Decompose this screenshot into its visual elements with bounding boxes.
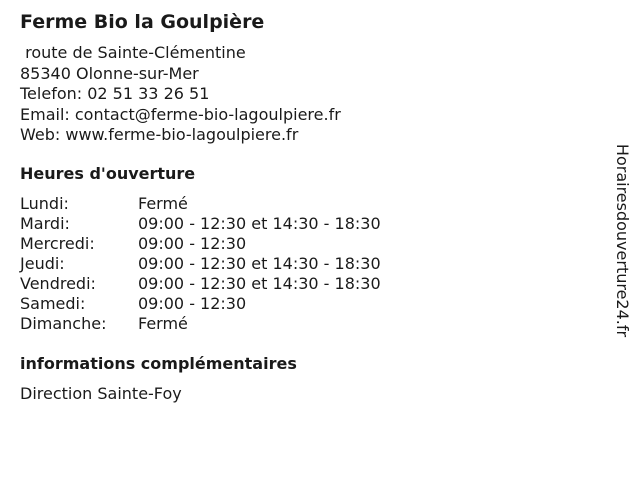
day-label: Mercredi:: [20, 234, 95, 253]
hours-row-mercredi: [20, 234, 381, 254]
day-label: Dimanche:: [20, 314, 107, 333]
hours-row-jeudi: [20, 254, 381, 274]
contact-block: [20, 43, 341, 146]
day-hours: 09:00 - 12:30 et 14:30 - 18:30: [138, 274, 381, 293]
additional-info-heading: informations complémentaires: [20, 354, 297, 373]
address-city: 85340 Olonne-sur-Mer: [20, 63, 199, 83]
address-street: route de Sainte-Clémentine: [20, 43, 246, 62]
email-address[interactable]: Email: contact@ferme-bio-lagoulpiere.fr: [20, 104, 341, 124]
day-hours: Fermé: [138, 194, 188, 213]
phone-number[interactable]: Telefon: 02 51 33 26 51: [20, 84, 210, 103]
hours-row-mardi: [20, 214, 381, 234]
hours-row-samedi: [20, 294, 381, 314]
day-label: Lundi:: [20, 194, 69, 213]
site-watermark: [611, 135, 635, 345]
hours-row-vendredi: [20, 274, 381, 294]
business-name: Ferme Bio la Goulpière: [20, 11, 265, 33]
day-hours: 09:00 - 12:30: [138, 234, 247, 253]
additional-info-text: Direction Sainte-Foy: [20, 384, 182, 403]
hours-row-lundi: [20, 194, 381, 214]
hours-row-dimanche: [20, 314, 381, 334]
day-label: Mardi:: [20, 214, 70, 233]
opening-hours-table: [20, 194, 381, 334]
day-label: Jeudi:: [20, 254, 65, 273]
day-label: Vendredi:: [20, 274, 96, 293]
watermark-text: Horairesdouverture24.fr: [613, 143, 633, 337]
day-hours: 09:00 - 12:30 et 14:30 - 18:30: [138, 254, 381, 273]
day-hours: 09:00 - 12:30: [138, 294, 247, 313]
day-label: Samedi:: [20, 294, 86, 313]
day-hours: Fermé: [138, 314, 188, 333]
opening-hours-heading: Heures d'ouverture: [20, 164, 196, 183]
website-link[interactable]: Web: www.ferme-bio-lagoulpiere.fr: [20, 125, 299, 144]
day-hours: 09:00 - 12:30 et 14:30 - 18:30: [138, 214, 381, 233]
